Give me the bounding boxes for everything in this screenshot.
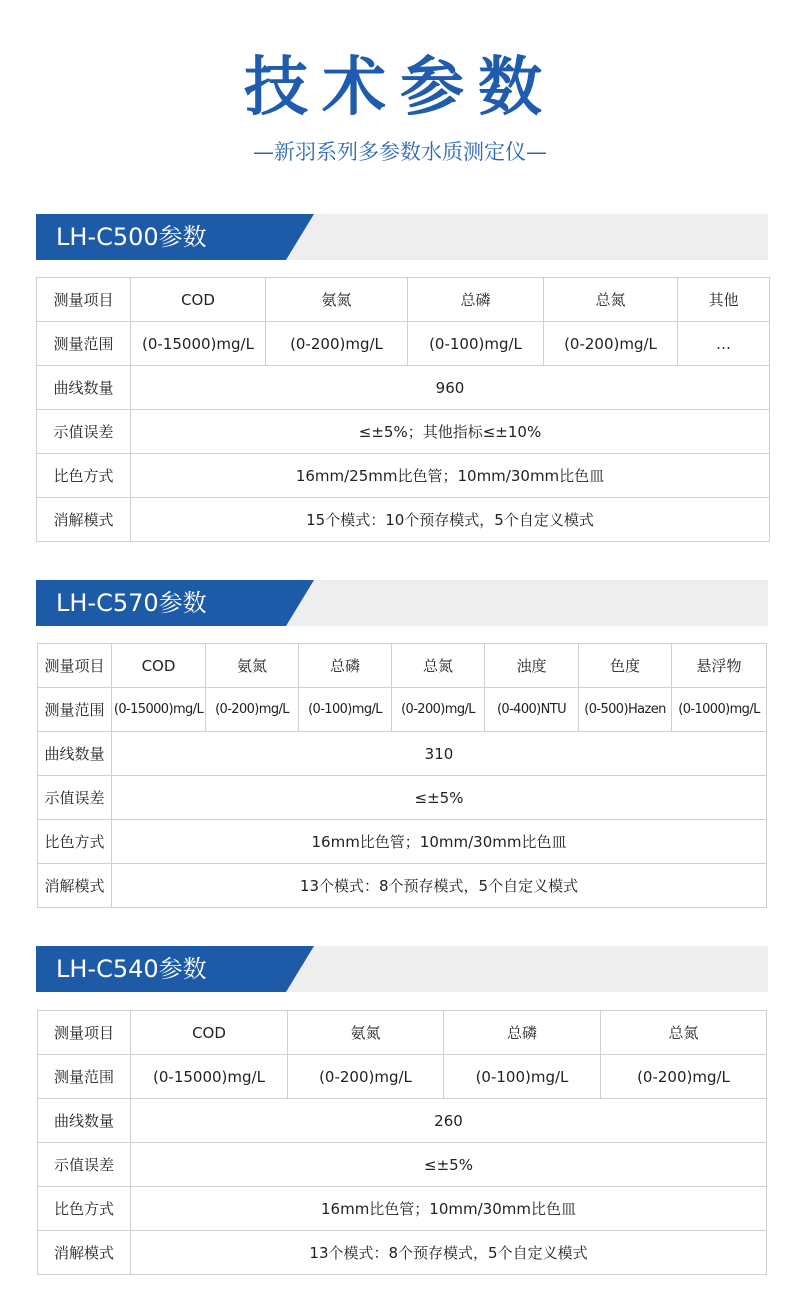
row-label: 测量范围 [37,322,131,366]
range-cell: (0-200)mg/L [392,688,485,732]
range-cell: (0-200)mg/L [601,1055,767,1099]
item-cell: COD [112,644,206,688]
table-row [37,454,770,498]
row-label: 测量范围 [38,688,112,732]
row-label: 测量项目 [38,1011,131,1055]
item-cell: COD [131,1011,288,1055]
range-cell: (0-200)mg/L [288,1055,444,1099]
item-cell: 氨氮 [206,644,299,688]
row-value: ≤±5% [131,1143,767,1187]
row-label: 消解模式 [38,864,112,908]
page-title: 技术参数 [244,51,556,125]
table-row [38,864,767,908]
row-label: 曲线数量 [38,1099,131,1143]
item-cell: 氨氮 [288,1011,444,1055]
table-row-ranges [38,688,767,732]
table-row [38,820,767,864]
table-row [38,732,767,776]
row-label: 消解模式 [37,498,131,542]
table-row [37,498,770,542]
range-cell: (0-400)NTU [485,688,579,732]
item-cell: 总氮 [544,278,678,322]
row-label: 示值误差 [37,410,131,454]
table-row-ranges [38,1055,767,1099]
table-row [38,1187,767,1231]
row-label: 比色方式 [37,454,131,498]
table-row-items [37,278,770,322]
section-title: LH-C500参数 [56,223,207,251]
table-row-ranges [37,322,770,366]
range-cell: (0-15000)mg/L [112,688,206,732]
range-cell: (0-1000)mg/L [672,688,767,732]
row-value: 960 [131,366,770,410]
row-label: 曲线数量 [37,366,131,410]
spec-table-lh-c570 [37,643,767,908]
row-label: 示值误差 [38,1143,131,1187]
table-row-items [38,1011,767,1055]
range-cell: (0-500)Hazen [579,688,672,732]
item-cell: 总氮 [601,1011,767,1055]
range-cell: (0-200)mg/L [206,688,299,732]
page-subtitle: —新羽系列多参数水质测定仪— [253,140,547,164]
range-cell: (0-100)mg/L [408,322,544,366]
item-cell: 浊度 [485,644,579,688]
table-row-items [38,644,767,688]
range-cell: (0-100)mg/L [444,1055,601,1099]
table-row [37,410,770,454]
range-cell: (0-200)mg/L [266,322,408,366]
row-value: ≤±5%；其他指标≤±10% [131,410,770,454]
range-cell: (0-15000)mg/L [131,322,266,366]
item-cell: 总磷 [299,644,392,688]
section-title: LH-C570参数 [56,589,207,617]
row-label: 测量项目 [37,278,131,322]
row-value: 310 [112,732,767,776]
row-value: 16mm/25mm比色管；10mm/30mm比色皿 [131,454,770,498]
item-cell: COD [131,278,266,322]
row-label: 比色方式 [38,820,112,864]
row-label: 测量范围 [38,1055,131,1099]
item-cell: 总氮 [392,644,485,688]
row-value: 16mm比色管；10mm/30mm比色皿 [131,1187,767,1231]
item-cell: 色度 [579,644,672,688]
table-row [38,776,767,820]
range-cell: (0-15000)mg/L [131,1055,288,1099]
range-cell: (0-100)mg/L [299,688,392,732]
table-row [38,1231,767,1275]
row-label: 比色方式 [38,1187,131,1231]
row-value: 15个模式：10个预存模式，5个自定义模式 [131,498,770,542]
spec-table-lh-c540 [37,1010,767,1275]
table-row [37,366,770,410]
item-cell: 总磷 [408,278,544,322]
row-value: 13个模式：8个预存模式，5个自定义模式 [112,864,767,908]
table-row [38,1143,767,1187]
range-cell: (0-200)mg/L [544,322,678,366]
section-header-lh-c540 [36,946,768,992]
table-row [38,1099,767,1143]
section-tag [36,580,286,626]
section-title: LH-C540参数 [56,955,207,983]
section-header-lh-c570 [36,580,768,626]
row-label: 曲线数量 [38,732,112,776]
section-tag [36,946,286,992]
section-tag [36,214,286,260]
row-value: 13个模式：8个预存模式，5个自定义模式 [131,1231,767,1275]
row-value: ≤±5% [112,776,767,820]
spec-table-lh-c500 [36,277,770,542]
section-header-lh-c500 [36,214,768,260]
row-value: 260 [131,1099,767,1143]
row-label: 消解模式 [38,1231,131,1275]
row-value: 16mm比色管；10mm/30mm比色皿 [112,820,767,864]
item-cell: 悬浮物 [672,644,767,688]
row-label: 示值误差 [38,776,112,820]
item-cell: 总磷 [444,1011,601,1055]
item-cell: 氨氮 [266,278,408,322]
row-label: 测量项目 [38,644,112,688]
range-cell: … [678,322,770,366]
item-cell: 其他 [678,278,770,322]
